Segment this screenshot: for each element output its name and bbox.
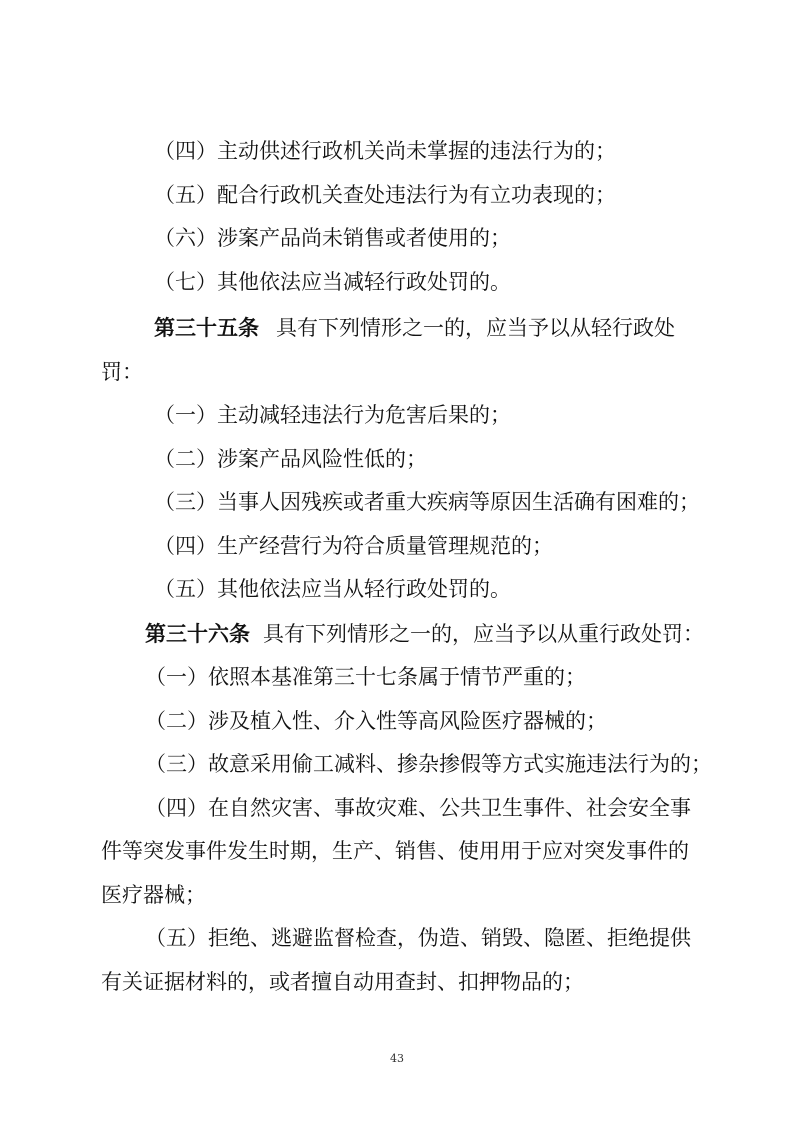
- line-text: （一）主动减轻违法行为危害后果的；: [154, 403, 511, 427]
- text-line: [0, 395, 794, 435]
- line-text: 罚：: [101, 360, 143, 384]
- text-line: [0, 526, 794, 566]
- article-heading-line: [0, 614, 794, 654]
- text-line: [0, 482, 794, 522]
- line-text: （二）涉及植入性、介入性等高风险医疗器械的；: [145, 709, 607, 733]
- page-number: 43: [390, 1052, 404, 1065]
- text-line: [0, 788, 794, 828]
- line-text: （六）涉案产品尚未销售或者使用的；: [154, 226, 511, 250]
- text-line: [0, 701, 794, 741]
- line-text: 有关证据材料的，或者擅自动用查封、扣押物品的；: [101, 970, 584, 994]
- line-text: （四）主动供述行政机关尚未掌握的违法行为的；: [154, 139, 616, 163]
- line-text: （四）生产经营行为符合质量管理规范的；: [154, 534, 553, 558]
- text-line: [0, 352, 794, 392]
- text-line: [0, 831, 794, 871]
- line-text: （七）其他依法应当减轻行政处罚的。: [154, 270, 511, 294]
- text-line: [0, 962, 794, 1002]
- line-text: （四）在自然灾害、事故灾难、公共卫生事件、社会安全事: [145, 796, 691, 820]
- text-line: [0, 131, 794, 171]
- text-line: [0, 175, 794, 215]
- text-line: [0, 439, 794, 479]
- line-text: 具有下列情形之一的，应当予以从重行政处罚：: [263, 622, 704, 646]
- line-text: 具有下列情形之一的，应当予以从轻行政处: [276, 316, 675, 340]
- text-line: [0, 569, 794, 609]
- text-line: [0, 918, 794, 958]
- article-heading-line: [0, 308, 794, 348]
- line-text: 医疗器械；: [101, 883, 206, 907]
- line-text: （三）当事人因残疾或者重大疾病等原因生活确有困难的；: [154, 490, 700, 514]
- line-text: （五）其他依法应当从轻行政处罚的。: [154, 577, 511, 601]
- line-text: （三）故意采用偷工减料、掺杂掺假等方式实施违法行为的；: [145, 752, 712, 776]
- text-line: [0, 218, 794, 258]
- text-line: [0, 875, 794, 915]
- line-text: （五）拒绝、逃避监督检查，伪造、销毁、隐匿、拒绝提供: [145, 926, 691, 950]
- line-text: （一）依照本基准第三十七条属于情节严重的；: [145, 665, 586, 689]
- article-title: 第三十六条: [145, 621, 250, 646]
- text-line: [0, 657, 794, 697]
- line-text: （二）涉案产品风险性低的；: [154, 447, 427, 471]
- line-text: （五）配合行政机关查处违法行为有立功表现的；: [154, 183, 616, 207]
- text-line: [0, 744, 794, 784]
- line-text: 件等突发事件发生时期，生产、销售、使用用于应对突发事件的: [101, 839, 689, 863]
- article-title: 第三十五条: [154, 315, 259, 340]
- text-line: [0, 262, 794, 302]
